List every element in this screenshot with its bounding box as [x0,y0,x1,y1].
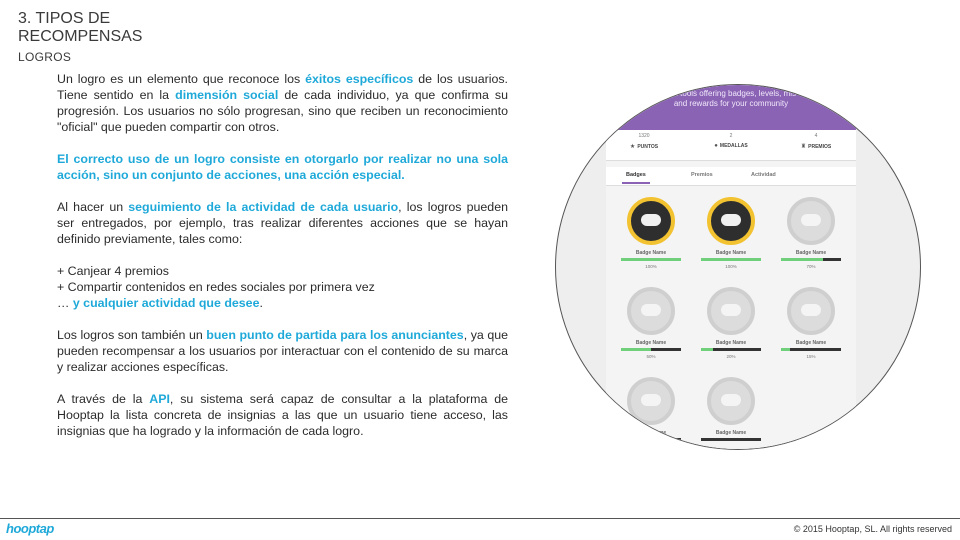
p3-text-2: , los logros pueden ser entregados, por ejemplo, tras realizar diferentes acciones que se hayan definido previamente, tales como: [57,200,508,246]
p1-text-2: de los usuarios. Tiene sentido en la [57,72,508,102]
p4-text-2: , ya que pueden recompensar a los usuarios por interactuar con el contenido de su marca y realizar acciones específicas. [57,328,508,374]
badge-item[interactable] [776,187,846,277]
medal-icon: ● [714,143,718,149]
badge-name: Badge Name [795,250,827,256]
badge-name: Badge Name [795,340,827,346]
list-item-2: + Compartir contenidos en redes sociales por primera vez [57,280,375,294]
paragraph-3 [57,199,508,247]
badge-medal-icon [627,377,675,425]
badge-item[interactable] [696,277,766,367]
gamepad-icon [801,214,821,226]
trophy-icon: ♜ [800,144,807,150]
badge-percent: 15% [806,354,816,359]
stat-prizes-label: PREMIOS [808,144,832,150]
stat-points-value: 1320 [638,133,650,139]
badge-medal-icon [707,197,755,245]
badge-name: Badge Name [635,340,667,346]
star-icon: ★ [629,144,636,150]
badge-item[interactable] [616,367,686,450]
badge-name: Badge Name [715,340,747,346]
slide-title [18,10,142,46]
action-list [57,263,508,311]
footer-divider [0,518,960,519]
badge-item[interactable] [616,187,686,277]
title-line-2: RECOMPENSAS [18,28,143,45]
stat-medals [701,133,761,149]
list-item-1: + Canjear 4 premios [57,264,169,278]
badge-progress-fill [701,258,761,261]
badge-medal-icon [627,197,675,245]
badge-progress-fill [621,348,651,351]
paragraph-5 [57,391,508,439]
stat-prizes [786,133,846,150]
p5-text-1: A través de la [57,392,150,406]
badge-progress-bar [701,438,761,441]
mockup-tabs [606,167,856,186]
body-text [57,71,508,455]
badge-progress-fill [701,348,713,351]
mockup-banner [606,84,856,130]
list-item-3 [57,295,508,311]
stat-prizes-value: 4 [814,133,818,139]
copyright-text: © 2015 Hooptap, SL. All rights reserved [793,524,952,534]
badge-item[interactable] [696,187,766,277]
list-item-3-highlight: y cualquier actividad que desee [72,296,260,310]
p1-highlight-2: dimensión social [175,88,279,102]
badge-progress-bar [781,258,841,261]
badge-progress-bar [621,348,681,351]
list-item-3-prefix: … [57,296,73,310]
stats-bar [606,130,856,161]
gamepad-icon [721,304,741,316]
badge-name: Badge Name [715,250,747,256]
p4-text-1: Los logros son también un [57,328,207,342]
p5-text-2: , su sistema será capaz de consultar a la plataforma de Hooptap la lista concreta de insignias a las que un usuario tiene acceso, las insignias que ha logrado y la información de cada logro. [57,392,508,438]
badge-item[interactable] [696,367,766,450]
p3-highlight-1: seguimiento de la actividad de cada usuario [128,200,399,214]
paragraph-2: El correcto uso de un logro consiste en otorgarlo por realizar no una sola acción, sino un conjunto de acciones, una acción especial. [57,152,508,182]
gamepad-icon [721,394,741,406]
banner-line-1: cial tools offering badges, levels, mis [665,89,797,98]
badge-progress-bar [621,438,681,441]
badge-name: Badge Name [635,250,667,256]
p5-highlight-1: API [149,392,170,406]
badge-percent: 20% [726,354,736,359]
badge-medal-icon [707,377,755,425]
badge-percent: 50% [646,354,656,359]
tab-badges[interactable]: Badges [626,172,646,178]
stat-points-label: PUNTOS [637,144,659,150]
badge-item[interactable] [616,277,686,367]
gamepad-icon [641,394,661,406]
badge-progress-fill [781,348,790,351]
badge-medal-icon [787,287,835,335]
p4-highlight-1: buen punto de partida para los anunciantes [206,328,464,342]
tab-premios[interactable]: Premios [691,172,713,178]
badge-name: Badge Name [635,430,667,436]
hooptap-logo: hooptap [6,521,54,536]
paragraph-4 [57,327,508,375]
badge-name: Badge Name [715,430,747,436]
stat-medals-label: MEDALLAS [719,143,748,149]
badge-progress-bar [781,348,841,351]
stat-medals-value: 2 [729,133,733,139]
gamepad-icon [721,214,741,226]
badge-percent: 100% [645,264,657,269]
badge-medal-icon [787,197,835,245]
badge-progress-bar [701,258,761,261]
badge-progress-fill [781,258,823,261]
tab-actividad[interactable]: Actividad [751,172,776,178]
banner-line-2: and rewards for your community [673,99,789,108]
p1-text-3: de cada individuo, ya que confirma su progresión. Los usuarios no sólo progresan, sino que reciben un reconocimiento "oficial" que pueden compartir con otros. [57,88,508,134]
gamepad-icon [641,304,661,316]
badge-progress-bar [621,258,681,261]
badge-progress-fill [621,258,681,261]
gamepad-icon [801,304,821,316]
p3-text-1: Al hacer un [57,200,129,214]
title-line-1: 3. TIPOS DE [18,10,111,27]
badge-progress-bar [701,348,761,351]
app-mockup-screen [606,84,856,450]
stat-points [614,133,674,150]
badge-medal-icon [707,287,755,335]
p1-highlight-1: éxitos específicos [305,72,414,86]
badge-grid [606,187,856,450]
badge-medal-icon [627,287,675,335]
badge-percent: 70% [806,264,816,269]
badge-item[interactable] [776,277,846,367]
list-item-3-suffix: . [259,296,263,310]
badge-percent: 100% [725,264,737,269]
slide-subtitle: LOGROS [18,50,72,64]
paragraph-1 [57,71,508,135]
p1-text-1: Un logro es un elemento que reconoce los [57,72,306,86]
app-mockup-circle [555,84,921,450]
gamepad-icon [641,214,661,226]
